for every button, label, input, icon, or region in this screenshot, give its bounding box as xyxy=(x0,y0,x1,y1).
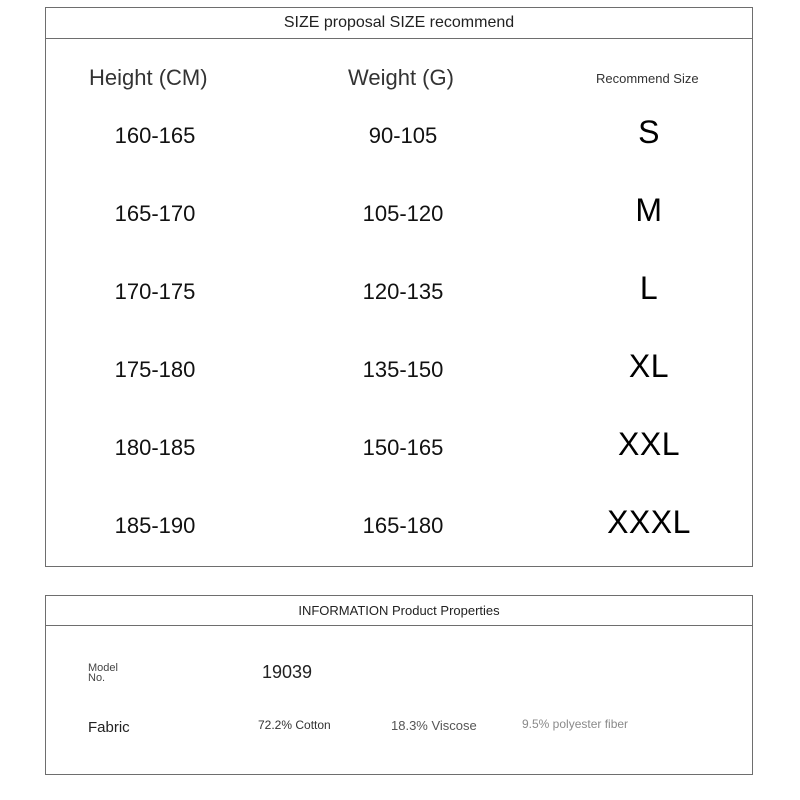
size-cell: S xyxy=(638,114,660,150)
size-column-header: Recommend Size xyxy=(596,71,699,86)
weight-cell: 105-120 xyxy=(362,201,444,226)
weight-cell: 165-180 xyxy=(362,513,444,538)
height-column-header: Height (CM) xyxy=(89,65,208,90)
height-cell: 165-170 xyxy=(114,201,196,226)
weight-cell: 90-105 xyxy=(368,123,438,148)
fabric-label: Fabric xyxy=(88,719,130,736)
weight-cell: 135-150 xyxy=(362,357,444,382)
model-number-value: 19039 xyxy=(262,662,313,682)
size-recommendation-panel xyxy=(45,7,753,567)
weight-cell: 150-165 xyxy=(362,435,444,460)
height-cell: 175-180 xyxy=(114,357,196,382)
fabric-polyester-value: 9.5% polyester fiber xyxy=(522,717,629,731)
model-label-line: No. xyxy=(88,672,106,684)
height-cell: 180-185 xyxy=(114,435,196,460)
size-cell: XXXL xyxy=(607,504,691,540)
fabric-viscose-value: 18.3% Viscose xyxy=(391,718,477,733)
height-cell: 160-165 xyxy=(114,123,196,148)
weight-column-header: Weight (G) xyxy=(348,65,454,90)
fabric-cotton-value: 72.2% Cotton xyxy=(258,718,331,732)
height-cell: 170-175 xyxy=(114,279,196,304)
size-cell: XL xyxy=(628,348,670,384)
size-cell: L xyxy=(639,270,659,306)
product-information-panel xyxy=(45,595,753,775)
height-cell: 185-190 xyxy=(114,513,196,538)
info-panel-title: INFORMATION Product Properties xyxy=(46,596,752,626)
model-label-line: Model xyxy=(88,662,118,674)
size-panel-title: SIZE proposal SIZE recommend xyxy=(46,8,752,39)
size-cell: XXL xyxy=(618,426,680,462)
model-number-label xyxy=(88,663,118,683)
size-cell: M xyxy=(635,192,663,228)
weight-cell: 120-135 xyxy=(362,279,444,304)
